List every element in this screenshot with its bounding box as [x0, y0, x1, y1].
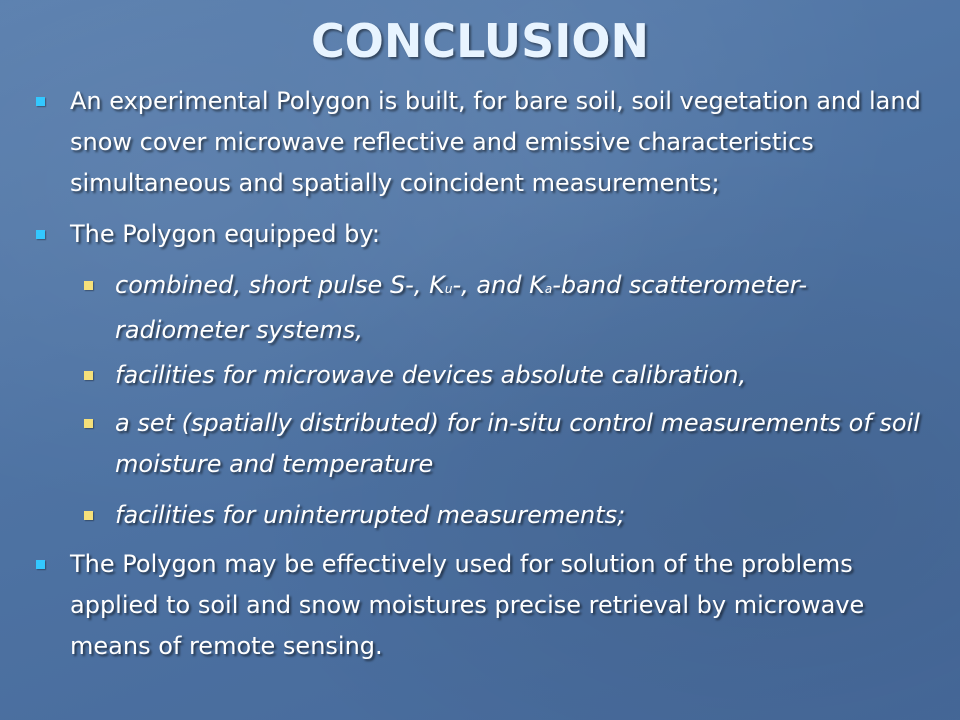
sub-bullet-text: facilities for microwave devices absolute calibration,: [115, 361, 747, 389]
bullet-text: An experimental Polygon is built, for bare soil, soil vegetation and land snow cover microwave reflective and emissive characteristics simultaneous and spatially coincident measurements;: [70, 87, 921, 197]
subscript-a: a: [544, 282, 553, 296]
sub-bullet-icon: [84, 371, 93, 380]
bullet-icon: [36, 230, 45, 239]
bullet-text: The Polygon may be effectively used for solution of the problems applied to soil and snow moistures precise retrieval by microwave means of remote sensing.: [70, 550, 865, 660]
sub-bullet-text-part: -, and K: [452, 271, 545, 299]
sub-bullet-text: a set (spatially distributed) for in-situ control measurements of soil moisture and temperature: [115, 409, 920, 478]
sub-bullet-text: [115, 265, 933, 351]
subscript-u: u: [444, 282, 453, 296]
sub-bullet-icon: [84, 511, 93, 520]
sub-bullet-text: facilities for uninterrupted measurements;: [115, 501, 626, 529]
bullet-icon: [36, 97, 45, 106]
bullet-icon: [36, 560, 45, 569]
sub-bullet-icon: [84, 281, 93, 290]
sub-bullet-text-part: -band scatterometer-radiometer systems,: [115, 271, 808, 344]
sub-bullet-icon: [84, 419, 93, 428]
sub-bullet-text-part: combined, short pulse S-, K: [115, 271, 445, 299]
bullet-text: The Polygon equipped by:: [70, 220, 380, 248]
slide-title: CONCLUSION: [311, 14, 649, 68]
